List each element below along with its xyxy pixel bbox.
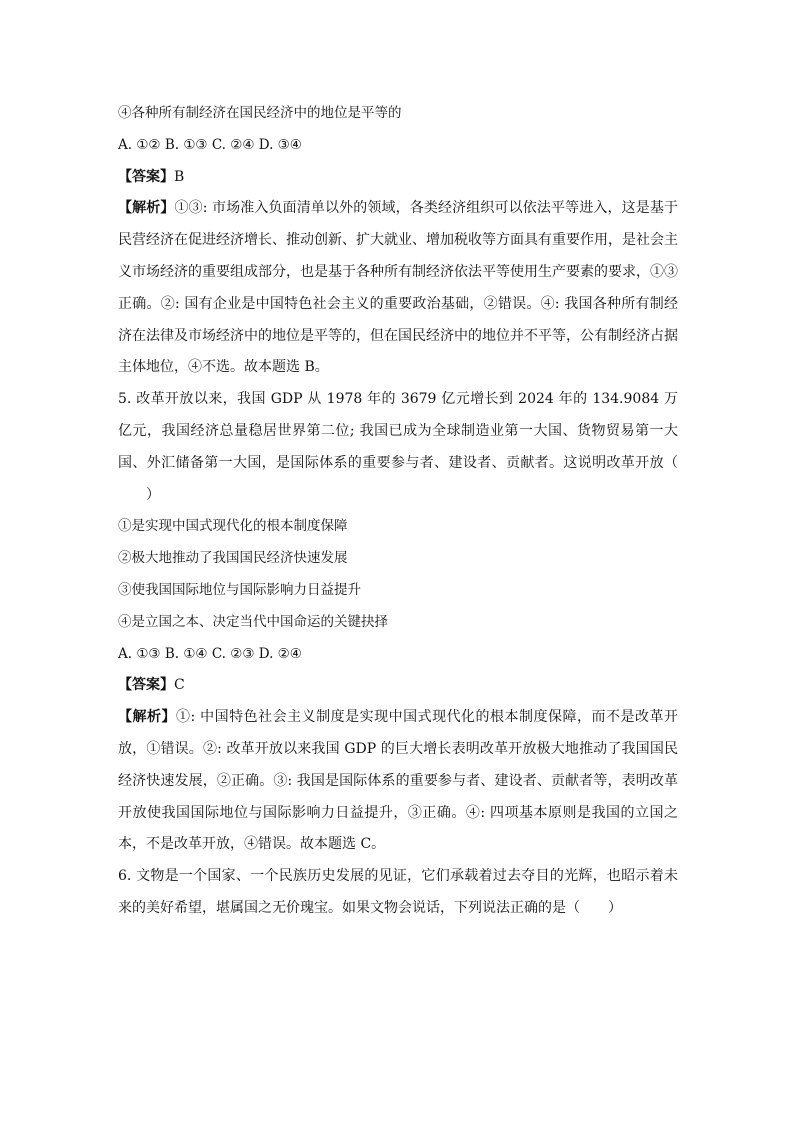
question-5-stem: [118, 384, 678, 511]
option-line: ①是实现中国式现代化的根本制度保障: [118, 518, 348, 535]
question-text: 5. 改革开放以来，我国 GDP 从 1978 年的 3679 亿元增长到 2024 年的 134.9084 万亿元，我国经济总量稳居世界第二位; 我国已成为全球制造业第一大国、货物贸易第一大国、外汇储备第一大国，是国际体系的重要参与者、建设者、贡献者。这说明改革开放（: [118, 391, 678, 471]
answer-line: [118, 162, 678, 194]
question-6-stem: [118, 861, 678, 925]
analysis-tag: 【解析】: [118, 200, 175, 217]
answer-tag: 【答案】: [118, 677, 174, 694]
choices-line: A. ①② B. ①③ C. ②④ D. ③④: [118, 136, 302, 153]
analysis-text: ①: 中国特色社会主义制度是实现中国式现代化的根本制度保障，而不是改革开放，①错误。②: 改革开放以来我国 GDP 的巨大增长表明改革开放极大地推动了我国国民经济快速发展，②正确。③: 我国是国际体系的重要参与者、建设者、贡献者等，表明改革开放使我国国际地位与国际影响力日益提升，③正确。④: 四项基本原则是我国的立国之本，不是改革开放，④错误。故本题选 C。: [118, 709, 678, 853]
question-text: 6. 文物是一个国家、一个民族历史发展的见证，它们承载着过去夺目的光辉，也昭示着未来的美好希望，堪属国之无价瑰宝。如果文物会说话，下列说法正确的是（: [118, 868, 678, 916]
option-line: ④各种所有制经济在国民经济中的地位是平等的: [118, 105, 402, 121]
question-paren-close: ）: [146, 486, 160, 503]
option-line: ②极大地推动了我国国民经济快速发展: [118, 550, 348, 567]
option-line: ③使我国国际地位与国际影响力日益提升: [118, 581, 361, 598]
option-line: ④是立国之本、决定当代中国命运的关键抉择: [118, 613, 388, 630]
answer-value: B: [174, 168, 185, 185]
analysis-tag: 【解析】: [118, 709, 176, 726]
page-content: [118, 98, 678, 925]
answer-tag: 【答案】: [118, 168, 174, 185]
question-paren-close: ）: [608, 899, 622, 916]
analysis-paragraph: [118, 193, 678, 384]
analysis-paragraph: [118, 702, 678, 861]
answer-line: [118, 670, 678, 702]
analysis-text: ①③: 市场准入负面清单以外的领域，各类经济组织可以依法平等进入，这是基于民营经济在促进经济增长、推动创新、扩大就业、增加税收等方面具有重要作用，是社会主义市场经济的重要组成部分，也是基于各种所有制经济依法平等使用生产要素的要求，①③正确。②: 国有企业是中国特色社会主义的重要政治基础，②错误。④: 我国各种所有制经济在法律及市场经济中的地位是平等的，但在国民经济中的地位并不平等，公有制经济占据主体地位，④不选。故本题选 B。: [118, 200, 678, 376]
choices-line: A. ①③ B. ①④ C. ②③ D. ②④: [118, 645, 302, 662]
answer-value: C: [174, 677, 185, 694]
